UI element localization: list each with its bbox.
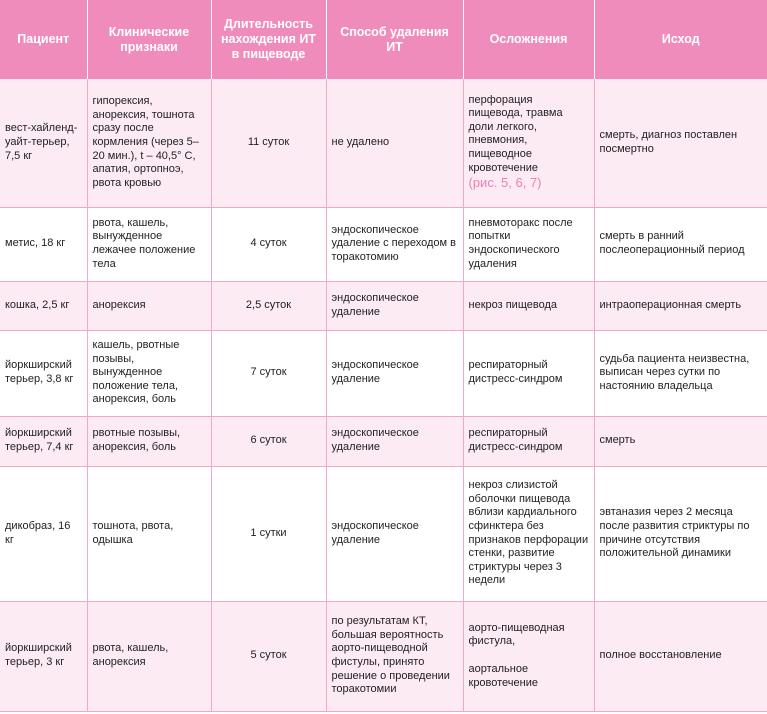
cell-complications [463, 601, 594, 711]
cell-outcome: смерть [594, 416, 767, 466]
header-complications: Осложнения [463, 0, 594, 79]
complications-text: аорто-пищеводная фистула, [468, 621, 565, 648]
cell-signs: кашель, рвотные позывы, вынужденное положение тела, анорексия, боль [87, 330, 211, 416]
cell-signs: рвота, кашель, вынужденное лежачее положение тела [87, 207, 211, 281]
table-row [0, 416, 767, 466]
cell-complications: респираторный дистресс-синдром [463, 416, 594, 466]
cell-complications: некроз слизистой оболочки пищевода вблизи кардиального сфинктера без признаков перфорации стенки, развитие стриктуры через 3 недели [463, 466, 594, 601]
header-removal-method: Способ удаления ИТ [326, 0, 463, 79]
cell-signs: тошнота, рвота, одышка [87, 466, 211, 601]
table-row [0, 281, 767, 330]
cell-complications: респираторный дистресс-синдром [463, 330, 594, 416]
cell-outcome: интраоперационная смерть [594, 281, 767, 330]
cell-patient: кошка, 2,5 кг [0, 281, 87, 330]
cell-signs: рвота, кашель, анорексия [87, 601, 211, 711]
cell-duration: 5 суток [211, 601, 326, 711]
cell-duration: 2,5 суток [211, 281, 326, 330]
table-row [0, 207, 767, 281]
complications-text: перфорация пищевода, травма доли легкого, пневмония, пищеводное кровотечение [468, 93, 563, 174]
cell-method: эндоскопическое удаление [326, 416, 463, 466]
cell-method: не удалено [326, 79, 463, 207]
cell-complications [463, 79, 594, 207]
header-duration: Длительность нахождения ИТ в пищеводе [211, 0, 326, 79]
cell-method: эндоскопическое удаление [326, 466, 463, 601]
table-row [0, 330, 767, 416]
cell-patient: вест-хайленд-уайт-терьер, 7,5 кг [0, 79, 87, 207]
cell-method: по результатам КТ, большая вероятность аорто-пищеводной фистулы, принято решение о проведении торакотомии [326, 601, 463, 711]
cell-patient: йоркширский терьер, 3,8 кг [0, 330, 87, 416]
figure-reference-link: (рис. 5, 6, 7) [468, 175, 542, 191]
cell-duration: 4 суток [211, 207, 326, 281]
cell-signs: гипорексия, анорексия, тошнота сразу после кормления (через 5–20 мин.), t – 40,5° С, апатия, ортопноэ, рвота кровью [87, 79, 211, 207]
header-patient: Пациент [0, 0, 87, 79]
cell-duration: 6 суток [211, 416, 326, 466]
cell-patient: метис, 18 кг [0, 207, 87, 281]
cell-outcome: эвтаназия через 2 месяца после развития стриктуры по причине отсутствия положительной динамики [594, 466, 767, 601]
cell-outcome: судьба пациента неизвестна, выписан через сутки по настоянию владельца [594, 330, 767, 416]
table-row [0, 601, 767, 711]
table-header-row [0, 0, 767, 79]
cell-patient: йоркширский терьер, 7,4 кг [0, 416, 87, 466]
cell-signs: рвотные позывы, анорексия, боль [87, 416, 211, 466]
header-outcome: Исход [594, 0, 767, 79]
cell-outcome: смерть, диагноз поставлен посмертно [594, 79, 767, 207]
cell-complications: некроз пищевода [463, 281, 594, 330]
cell-complications: пневмоторакс после попытки эндоскопического удаления [463, 207, 594, 281]
cell-outcome: смерть в ранний послеоперационный период [594, 207, 767, 281]
cell-method: эндоскопическое удаление [326, 330, 463, 416]
cell-patient: дикобраз, 16 кг [0, 466, 87, 601]
header-clinical-signs: Клинические признаки [87, 0, 211, 79]
cell-duration: 11 суток [211, 79, 326, 207]
cell-outcome: полное восстановление [594, 601, 767, 711]
cell-patient: йоркширский терьер, 3 кг [0, 601, 87, 711]
cell-duration: 1 сутки [211, 466, 326, 601]
table-row [0, 466, 767, 601]
cell-method: эндоскопическое удаление [326, 281, 463, 330]
cell-signs: анорексия [87, 281, 211, 330]
cell-method: эндоскопическое удаление с переходом в торакотомию [326, 207, 463, 281]
table-row [0, 79, 767, 207]
cell-duration: 7 суток [211, 330, 326, 416]
complications-text-extra: аортальное кровотечение [468, 663, 538, 689]
